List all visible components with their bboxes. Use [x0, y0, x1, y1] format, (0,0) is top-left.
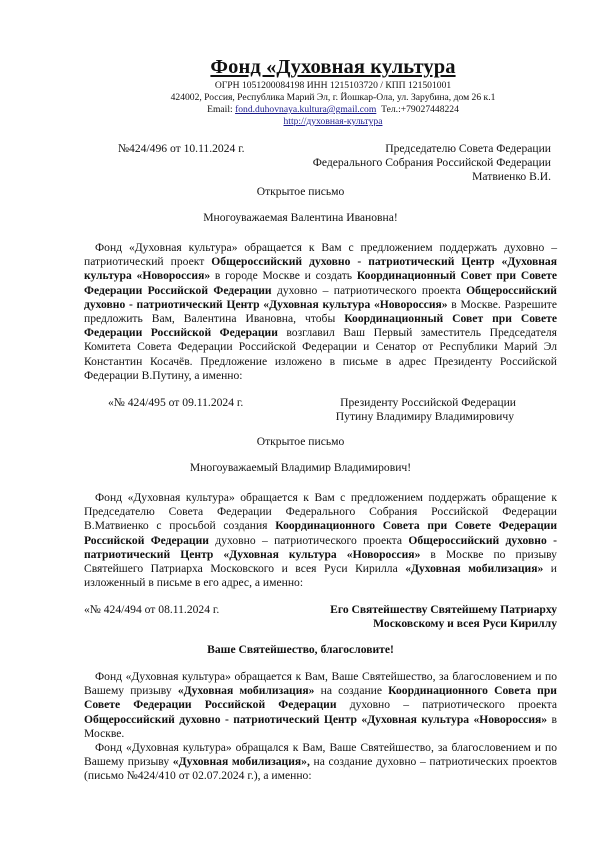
letter3-body1: Фонд «Духовная культура» обращается к Вам, Ваше Святейшество, за благословением и по Вашему призыву «Духовная мобилизация» на создание Координационного Совета при Совете Федерации Российской Федерации духовно – патриотического проекта Общероссийский духовно - патриотический Центр «Духовная культура «Новороссия» в Москве. — [84, 670, 557, 740]
letter2-greeting: Многоуважаемый Владимир Владимирович! — [189, 461, 412, 474]
letter1-addressee-line1: Председателю Совета Федерации — [385, 142, 551, 155]
letter1-type: Открытое письмо — [256, 185, 345, 198]
email-link[interactable]: fond.duhovnaya.kultura@gmail.com — [235, 104, 377, 115]
letter3-addressee-line1: Его Святейшеству Святейшему Патриарху — [330, 603, 557, 616]
contact-line — [0, 104, 601, 116]
letter3-body2: Фонд «Духовная культура» обращался к Вам, Ваше Святейшество, за благословением и по Вашему призыву «Духовная мобилизация», на создание духовно – патриотических проектов (письмо №424/410 от 02.07.2024 г.), а именно: — [84, 741, 557, 783]
letter2-body: Фонд «Духовная культура» обращается к Вам с предложением поддержать обращение к Председателю Совета Федерации Федерального Собрания Российской Федерации В.Матвиенко с просьбой создания Координационного Совета при Совете Федерации Российской Федерации духовно – патриотического проекта Общероссийский духовно - патриотический Центр «Духовная культура «Новороссия» в Москве по призыву Святейшего Патриарха Московского и всея Руси Кирилла «Духовная мобилизация» и изложенный в письме в его адрес, а именно: — [84, 491, 557, 590]
phone-number: Тел.:+79027448224 — [381, 104, 459, 115]
website-line — [0, 116, 601, 128]
registration-line: ОГРН 1051200084198 ИНН 1215103720 / КПП 121501001 — [214, 80, 452, 91]
letter2-number: «№ 424/495 от 09.11.2024 г. — [108, 396, 244, 409]
letter1-number: №424/496 от 10.11.2024 г. — [118, 142, 245, 155]
email-label: Email: — [207, 104, 233, 115]
website-link[interactable]: http://духовная-культура — [283, 116, 383, 127]
letter3-addressee-line2: Московскому и всея Руси Кириллу — [373, 617, 557, 630]
letter1-addressee-line2: Федерального Собрания Российской Федерации — [312, 156, 551, 169]
letter3-greeting: Ваше Святейшество, благословите! — [207, 643, 394, 656]
letter1-body: Фонд «Духовная культура» обращается к Вам с предложением поддержать духовно – патриотический проект Общероссийский духовно - патриотический Центр «Духовная культура «Новороссия» в городе Москве и создать Координационный Совет при Совете Федерации Российской Федерации духовно – патриотического проекта Общероссийский духовно - патриотический Центр «Духовная культура «Новороссия» в Москве. Разрешите предложить Вам, Валентина Ивановна, чтобы Координационный Совет при Совете Федерации Российской Федерации возглавил Ваш Первый заместитель Председателя Комитета Совета Федерации Российской Федерации и Сенатор от Республики Марий Эл Константин Косачёв. Предложение изложено в письме в адрес Президенту Российской Федерации В.Путину, а именно: — [84, 241, 558, 382]
letter2-addressee-line2: Путину Владимиру Владимировичу — [335, 410, 514, 423]
letter1-addressee-line3: Матвиенко В.И. — [472, 170, 551, 183]
address-line: 424002, Россия, Республика Марий Эл, г. Йошкар-Ола, ул. Зарубина, дом 26 к.1 — [170, 92, 496, 103]
letter2-type: Открытое письмо — [256, 435, 345, 448]
letter1-greeting: Многоуважаемая Валентина Ивановна! — [203, 211, 398, 224]
letter3-number: «№ 424/494 от 08.11.2024 г. — [84, 603, 220, 616]
foundation-title: Фонд «Духовная культура — [210, 56, 456, 78]
letter2-addressee-line1: Президенту Российской Федерации — [340, 396, 516, 409]
